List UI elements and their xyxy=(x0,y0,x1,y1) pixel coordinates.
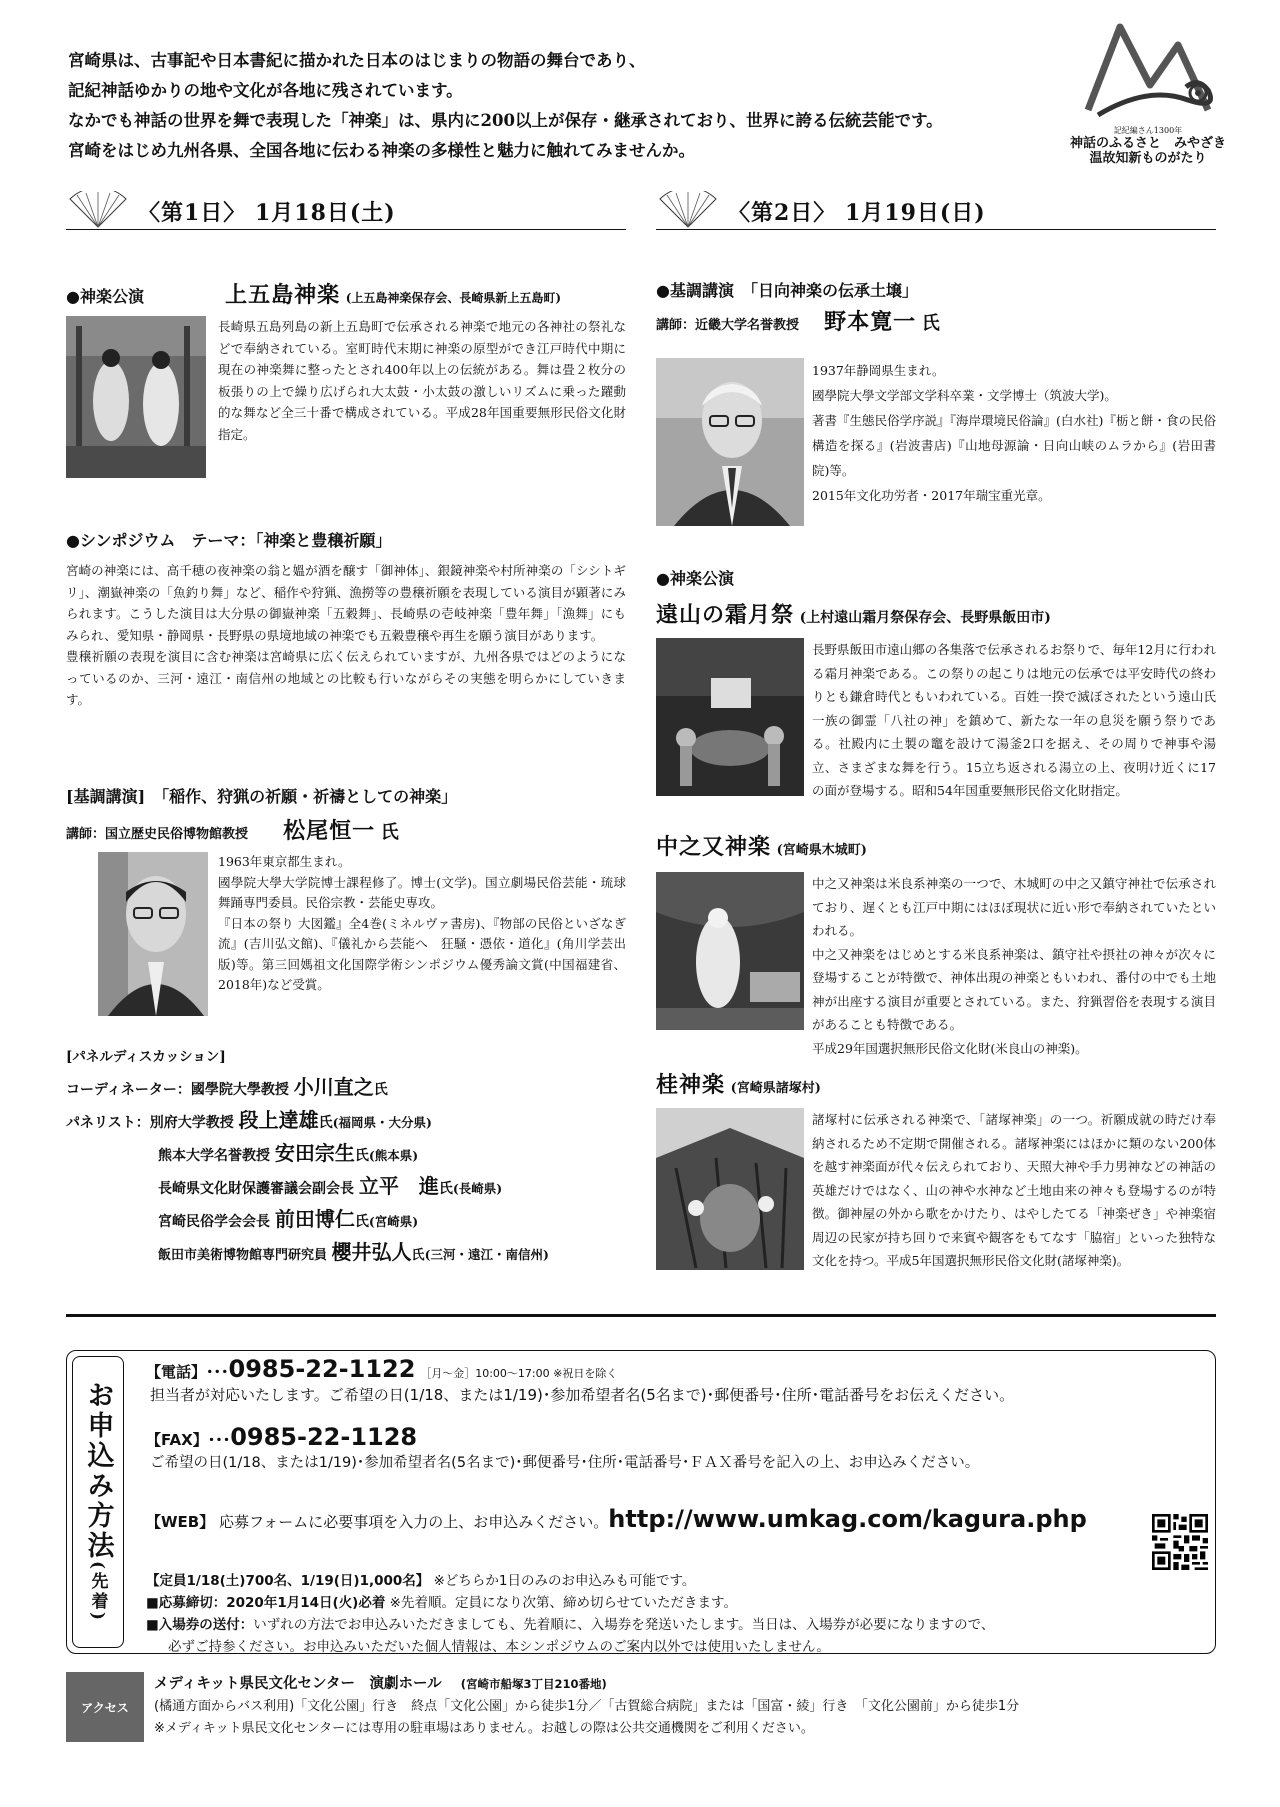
nakanomata-name: 中之又神楽 xyxy=(656,834,772,860)
tel-label: 【電話】･･･ xyxy=(146,1363,229,1381)
day1-header xyxy=(66,194,626,230)
panelist-role: 長崎県文化財保護審議会副会長 xyxy=(158,1181,354,1197)
panelist-name: 段上達雄 xyxy=(238,1108,319,1132)
day2-header xyxy=(656,194,1216,230)
panelist-name: 安田宗生 xyxy=(274,1141,355,1165)
qr-code-icon[interactable] xyxy=(1152,1514,1208,1570)
deadline-note: ※先着順。定員になり次第、締め切らせていただきます。 xyxy=(389,1595,737,1611)
deadline-label: ■応募締切：2020年1月14日(火)必着 xyxy=(146,1595,386,1611)
coordinator-role: コーディネーター：國學院大學教授 xyxy=(66,1082,289,1098)
panelist-role: 飯田市美術博物館専門研究員 xyxy=(158,1248,328,1263)
panelist-suffix: 氏 xyxy=(318,1115,333,1131)
keynote2-heading: ●基調講演 「日向神楽の伝承土壌」 xyxy=(656,281,918,300)
perf-description: 長崎県五島列島の新上五島町で伝承される神楽で地元の各神社の祭礼などで奉納されている。室町時代末期に神楽の原型ができ江戸時代中期に現在の神楽舞に整ったとされ400年以上の伝統がある。舞は畳２枚分の板張りの上で繰り広げられ大太鼓・小太鼓の激しいリズムに乗った躍動的な舞など全三十番で構成されている。平成28年国重要無形民俗文化財指定。 xyxy=(218,319,626,442)
logo-line-2: 温故知新ものがたり xyxy=(1089,151,1207,166)
panelist-suffix: 氏 xyxy=(411,1248,425,1263)
nakanomata-org: (宮崎県木城町) xyxy=(776,843,867,858)
capacity-row xyxy=(146,1570,695,1592)
panelist-place: (福岡県・大分県) xyxy=(332,1115,432,1130)
panelist-place: (宮崎県) xyxy=(368,1214,419,1229)
tel-note: 担当者が対応いたします。ご希望の日(1/18、または1/19)･参加希望者名(5名まで)･郵便番号･住所･電話番号をお伝えください。 xyxy=(150,1386,1015,1404)
matsuo-bio: 1963年東京都生まれ。 國學院大學大学院博士課程修了。博士(文学)。国立劇場民俗芸能・琉球舞踊専門委員。民俗宗教・芸能史専攻。 『日本の祭り 大図鑑』全4巻(ミネルヴァ書房)、『物部の民俗といざなぎ流』(吉川弘文館)、『儀礼から芸能へ 狂騒・憑依・道化』(角川学芸出版)等。第三回媽祖文化国際学術シンポジウム優秀論文賞(中国福建省、2018年)など受賞。 xyxy=(218,854,626,992)
panelist-row xyxy=(66,1138,549,1171)
logo-top-text: 記紀編さん1300年 xyxy=(1113,126,1183,135)
panelist-row xyxy=(66,1204,549,1237)
intro-line: なかでも神話の世界を舞で表現した「神楽」は、県内に200以上が保存・継承されており、世界に誇る伝統芸能です。 xyxy=(68,111,943,130)
mountain-wave-logo-icon xyxy=(1058,15,1238,125)
section-divider xyxy=(66,1314,1216,1317)
toyama-name: 遠山の霜月祭 xyxy=(656,602,795,628)
campaign-logo xyxy=(1058,15,1238,177)
panelist-place: (三河・遠江・南信州) xyxy=(424,1247,549,1262)
application-title xyxy=(72,1356,124,1648)
access-venue-row xyxy=(154,1672,607,1693)
deadline-row xyxy=(146,1592,737,1614)
nakanomata-description: 中之又神楽は米良系神楽の一つで、木城町の中之又鎮守神社で伝承されており、遅くとも江戸中期にはほぼ現状に近い形で奉納されていたといわれる。 中之又神楽をはじめとする米良系神楽は、鎮守社や摂社の神々が次々に登場することが特徴で、神体出現の神楽ともいわれ、番付の中でも土地神が出座する演目が重要とされている。また、狩猟習俗を表現する演目があることも特徴である。 平成29年国選択無形民俗文化財(米良山の神楽)。 xyxy=(812,876,1216,1056)
access-parking-note: ※メディキット県民文化センターには専用の駐車場はありません。お越しの際は公共交通機関をご利用ください。 xyxy=(154,1721,814,1736)
perf-org: (上五島神楽保存会、長崎県新上五島町) xyxy=(345,291,562,305)
day2-title: 〈第2日〉 1月19日(日) xyxy=(728,200,986,226)
panelist-suffix: 氏 xyxy=(438,1181,453,1197)
keynote1-heading: [基調講演] 「稲作、狩猟の祈願・祈禱としての神楽」 xyxy=(66,787,458,806)
panelist-name: 櫻井弘人 xyxy=(331,1240,412,1264)
panel-discussion xyxy=(66,1042,549,1271)
panelist-label: パネリスト： xyxy=(66,1115,150,1131)
toyama-description: 長野県飯田市遠山郷の各集落で伝承されるお祭りで、毎年12月に行われる霜月神楽である。この祭りの起こりは地元の伝承では平安時代の終わりとも鎌倉時代ともいわれている。百姓一揆で滅ぼされたという遠山氏一族の御霊「八社の神」を鎮めて、新たな一年の息災を願う祭りである。社殿内に土製の竈を設けて湯釜2口を据え、その周りで神事や湯立、さまざまな舞を行う。15立ち返される湯立の上、夜明け近くに17の面が登場する。昭和54年国重要無形民俗文化財指定。 xyxy=(812,642,1216,798)
fan-icon xyxy=(66,191,130,229)
fan-icon xyxy=(656,191,720,229)
matsuo-portrait-photo xyxy=(98,852,208,1016)
symposium-para-1: 宮崎の神楽には、高千穂の夜神楽の翁と媼が酒を醸す「御神体」、銀鏡神楽や村所神楽の「シシトギリ」、潮嶽神楽の「魚釣り舞」など、稲作や狩猟、漁撈等の豊穣祈願を表現している演目が顕著にみられます。こうした演目は大分県の御嶽神楽「五穀舞」、長崎県の壱岐神楽「豊年舞」「漁舞」にもみられ、愛知県・静岡県・長野県の県境地域の神楽でも五穀豊穣や再生を願う演目があります。 xyxy=(66,563,626,643)
coordinator-suffix: 氏 xyxy=(373,1082,388,1098)
perf-label: ●神楽公演 xyxy=(66,287,144,306)
access-address: (宮崎市船塚3丁目210番地) xyxy=(460,1677,607,1691)
day1-perf-heading xyxy=(66,278,561,309)
panelist-name: 立平 進 xyxy=(358,1174,439,1198)
honorific: 氏 xyxy=(380,822,399,843)
panelist-place: (熊本県) xyxy=(368,1148,419,1163)
nomoto-portrait-photo xyxy=(656,358,804,526)
ticket-note-2: 必ずご持参ください。お申込みいただいた個人情報は、本シンポジウムのご案内以外では使用いたしません。 xyxy=(168,1639,830,1655)
lecturer-title: 講師：近畿大学名誉教授 xyxy=(656,318,800,333)
day1-title: 〈第1日〉 1月18日(土) xyxy=(138,200,396,226)
panelist-row xyxy=(66,1105,549,1138)
capacity-note: ※どちらか1日のみのお申込みも可能です。 xyxy=(433,1573,696,1589)
tel-number[interactable]: 0985-22-1122 xyxy=(228,1355,416,1383)
lecturer-title: 講師：国立歴史民俗博物館教授 xyxy=(66,827,249,842)
panelist-role: 宮崎民俗学会会長 xyxy=(158,1214,270,1230)
panelist-row xyxy=(66,1237,549,1271)
lecturer-name: 松尾恒一 xyxy=(283,818,376,844)
ticket-note: いずれの方法でお申込みいただきましても、先着順に、入場券を発送いたします。当日は、入場券が必要になりますので、 xyxy=(253,1617,995,1633)
tel-row xyxy=(146,1355,618,1385)
fax-row xyxy=(146,1423,418,1452)
fax-note: ご希望の日(1/18、または1/19)･参加希望者名(5名まで)･郵便番号･住所･電話番号･ＦＡＸ番号を記入の上、お申込みください。 xyxy=(150,1455,980,1471)
toyama-heading xyxy=(656,598,1051,629)
panelist-row xyxy=(66,1171,549,1204)
toyama-org: (上村遠山霜月祭保存会、長野県飯田市) xyxy=(799,610,1051,626)
symposium-description xyxy=(66,560,626,711)
panelist-suffix: 氏 xyxy=(354,1214,369,1230)
panelist-role: 熊本大学名誉教授 xyxy=(158,1148,270,1164)
panelist-name: 前田博仁 xyxy=(274,1207,355,1231)
nomoto-bio: 1937年静岡県生まれ。 國學院大學文学部文学科卒業・文学博士（筑波大学)。 著書『生態民俗学序説』『海岸環境民俗論』(白水社)『栃と餅・食の民俗構造を探る』(岩波書店)『山地母源論・日向山峡のムラから』(岩田書院)等。 2015年文化功労者・2017年瑞宝重光章。 xyxy=(812,363,1216,503)
panelist-suffix: 氏 xyxy=(354,1148,369,1164)
honorific: 氏 xyxy=(921,313,940,334)
coordinator-row xyxy=(66,1072,549,1105)
day2-perf-label: ●神楽公演 xyxy=(656,569,734,588)
panel-label: [パネルディスカッション] xyxy=(66,1049,226,1065)
intro-line: 宮崎県は、古事記や日本書紀に描かれた日本のはじまりの物語の舞台であり、 xyxy=(68,51,646,70)
lecturer-name: 野本寛一 xyxy=(824,309,917,335)
access-directions: (橘通方面からバス利用)「文化公園」行き 終点「文化公園」から徒歩1分／「古賀総合病院」または「国富・綾」行き 「文化公園前」から徒歩1分 xyxy=(154,1699,1020,1714)
application-title-text: お申込み方法 xyxy=(82,1380,114,1561)
nakanomata-kagura-photo xyxy=(656,872,804,1030)
logo-line-1: 神話のふるさと みやざき xyxy=(1069,136,1226,151)
intro-line: 記紀神話ゆかりの地や文化が各地に残されています。 xyxy=(68,81,463,100)
panelist-place: (長崎県) xyxy=(452,1181,503,1196)
perf-name: 上五島神楽 xyxy=(225,282,341,308)
intro-text xyxy=(68,46,1028,166)
katsura-name: 桂神楽 xyxy=(656,1072,726,1098)
web-label: 【WEB】 xyxy=(146,1513,215,1531)
application-title-note: (先着) xyxy=(87,1560,108,1624)
ticket-row xyxy=(146,1614,994,1636)
web-note: 応募フォームに必要事項を入力の上、お申込みください。 xyxy=(219,1513,609,1531)
fax-label: 【FAX】･･･ xyxy=(146,1431,231,1449)
access-venue: メディキット県民文化センター 演劇ホール xyxy=(154,1676,442,1692)
coordinator-name: 小川直之 xyxy=(293,1075,374,1099)
keynote2-lecturer xyxy=(656,305,940,336)
access-tag: アクセス xyxy=(66,1672,144,1742)
panelist-role: 別府大学教授 xyxy=(149,1115,234,1131)
katsura-kagura-photo xyxy=(656,1108,804,1270)
katsura-org: (宮崎県諸塚村) xyxy=(730,1081,821,1096)
katsura-heading xyxy=(656,1068,821,1099)
symposium-heading: ●シンポジウム テーマ：「神楽と豊穣祈願」 xyxy=(66,531,392,550)
keynote1-lecturer xyxy=(66,814,399,845)
application-url-link[interactable]: http://www.umkag.com/kagura.php xyxy=(608,1505,1087,1533)
toyama-festival-photo xyxy=(656,638,804,796)
tel-hours: ［月～金］10:00～17:00 ※祝日を除く xyxy=(420,1367,618,1380)
web-row xyxy=(146,1505,1087,1534)
nakanomata-heading xyxy=(656,830,867,861)
kamigoto-kagura-photo xyxy=(66,316,206,478)
ticket-label: ■入場券の送付： xyxy=(146,1617,254,1633)
capacity-label: 【定員1/18(土)700名、1/19(日)1,000名】 xyxy=(146,1573,430,1589)
symposium-para-2: 豊穣祈願の表現を演目に含む神楽は宮崎県に広く伝えられていますが、九州各県ではどのようになっているのか、三河・遠江・南信州の地域との比較も行いながらその実態を明らかにしていきます。 xyxy=(66,649,626,707)
katsura-description: 諸塚村に伝承される神楽で、「諸塚神楽」の一つ。祈願成就の時だけ奉納されるため不定期で開催される。諸塚神楽にはほかに類のない200体を越す神楽面が代々伝えられており、天照大神や手力男神などの神話の英雄だけではなく、山の神や水神など土地由来の神々も登場するのが特徴。御神屋の外から歌をかけたり、はやしたてる「神楽ぜき」や神楽宿周辺の民家が持ち回りで来賓や観客をもてなす「脇宿」といった独特な文化を持つ。平成5年国選択無形民俗文化財(諸塚神楽)。 xyxy=(812,1112,1216,1268)
fax-number[interactable]: 0985-22-1128 xyxy=(230,1423,418,1451)
intro-line: 宮崎をはじめ九州各県、全国各地に伝わる神楽の多様性と魅力に触れてみませんか。 xyxy=(68,141,695,160)
